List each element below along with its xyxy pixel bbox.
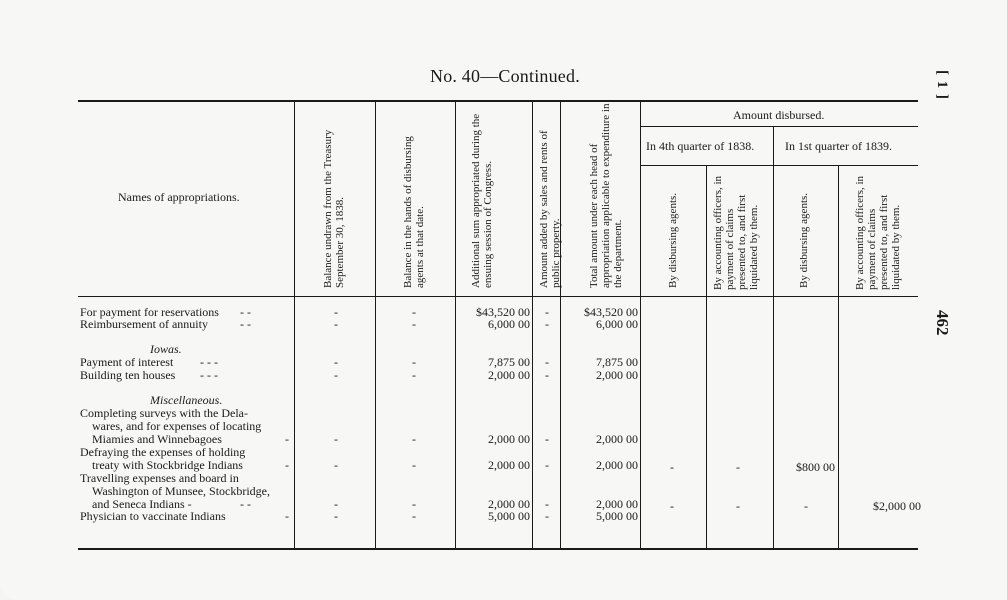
cell-c5: 2,000 00 [596, 432, 638, 446]
cell-c5: 2,000 00 [596, 458, 638, 472]
names-header: Names of appropriations. [118, 190, 240, 204]
cell-c2: - [412, 432, 416, 446]
cell-c1: - [334, 305, 338, 319]
cell-c5: 2,000 00 [596, 368, 638, 382]
cell-c3: 6,000 00 [488, 317, 530, 331]
cell-c5: 5,000 00 [596, 509, 638, 523]
cell-c2: - [412, 317, 416, 331]
section-heading: Iowas. [150, 342, 182, 356]
cell-c3: 5,000 00 [488, 509, 530, 523]
col-divider [375, 102, 376, 548]
cell-c2: - [412, 305, 416, 319]
col-divider [455, 102, 456, 548]
sub1-header: By disbursing agents. [667, 192, 679, 288]
cell-c1: - [334, 497, 338, 511]
page-number: 462 [933, 310, 952, 336]
cell-c3: 2,000 00 [488, 497, 530, 511]
cell-c2: - [412, 497, 416, 511]
col4-header: Amount added by sales and rents of public property. [538, 130, 562, 288]
cell-c1: - [334, 368, 338, 382]
row-dots: - - [240, 317, 251, 331]
cell-c3: 2,000 00 [488, 432, 530, 446]
col-divider [773, 126, 774, 548]
sub2-header: By accounting officers, in payment of claims presented to, and first liquidated by them. [712, 175, 760, 290]
sub3-header: By disbursing agents. [798, 192, 810, 288]
cell-c2: - [412, 368, 416, 382]
cell-c3: $43,520 00 [476, 305, 530, 319]
row-dots: - [285, 432, 289, 446]
cell-c4: - [545, 458, 549, 472]
cell-c4: - [545, 317, 549, 331]
row-name: Completing surveys with the Dela- [80, 406, 248, 420]
row-dots: - - - [200, 368, 218, 382]
cell-c2: - [412, 355, 416, 369]
row-name-cont: wares, and for expenses of locating [92, 419, 262, 433]
row-name-cont: Washington of Munsee, Stockbridge, [92, 484, 271, 498]
cell-c1: - [334, 317, 338, 331]
row-name-cont: and Seneca Indians - [92, 497, 192, 511]
cell-c5: 7,875 00 [596, 355, 638, 369]
cell-d3: $800 00 [796, 460, 835, 474]
row-name-cont: Miamies and Winnebagoes [92, 432, 222, 446]
row-name: Physician to vaccinate Indians [80, 509, 226, 523]
col5-header: Total amount under each head of appropriation applicable to expenditure in the department. [588, 103, 624, 288]
cell-c5: 2,000 00 [596, 497, 638, 511]
cell-c1: - [334, 458, 338, 472]
cell-c1: - [334, 355, 338, 369]
col-divider [838, 166, 839, 548]
cell-c2: - [412, 458, 416, 472]
quarter-rule [640, 165, 918, 166]
row-name: Payment of interest [80, 355, 174, 369]
disbursed-rule [640, 126, 918, 127]
section-heading: Miscellaneous. [150, 393, 223, 407]
row-dots: - - - [200, 355, 218, 369]
cell-c2: - [412, 509, 416, 523]
row-name: Reimbursement of annuity [80, 317, 208, 331]
row-dots: - - [240, 305, 251, 319]
row-name: For payment for reservations [80, 305, 219, 319]
col-divider [532, 102, 533, 548]
row-name: Travelling expenses and board in [80, 471, 239, 485]
cell-d2: - [736, 499, 740, 513]
cell-d4: $2,000 00 [873, 499, 921, 513]
top-rule [78, 100, 918, 102]
row-name: Defraying the expenses of holding [80, 445, 246, 459]
cell-c4: - [545, 368, 549, 382]
amount-disbursed-header: Amount disbursed. [733, 108, 825, 122]
row-name: Building ten houses [80, 368, 176, 382]
cell-c4: - [545, 355, 549, 369]
cell-c3: 2,000 00 [488, 368, 530, 382]
cell-c4: - [545, 497, 549, 511]
cell-d1: - [670, 499, 674, 513]
cell-d3: - [804, 499, 808, 513]
cell-c4: - [545, 432, 549, 446]
row-name-cont: treaty with Stockbridge Indians [92, 458, 243, 472]
cell-d2: - [736, 460, 740, 474]
col-divider [294, 102, 295, 548]
side-label: [ 1 ] [934, 70, 950, 100]
cell-c4: - [545, 509, 549, 523]
cell-c4: - [545, 305, 549, 319]
cell-d1: - [670, 460, 674, 474]
col-divider [640, 102, 641, 548]
row-dots: - [285, 509, 289, 523]
q4-header: In 4th quarter of 1838. [646, 139, 755, 153]
sub4-header: By accounting officers, in payment of claims presented to, and first liquidated by them. [854, 175, 902, 290]
cell-c1: - [334, 509, 338, 523]
cell-c5: $43,520 00 [584, 305, 638, 319]
cell-c3: 2,000 00 [488, 458, 530, 472]
col-divider [706, 166, 707, 548]
cell-c1: - [334, 432, 338, 446]
col3-header: Additional sum appropriated during the ensuing session of Congress. [470, 113, 494, 288]
cell-c3: 7,875 00 [488, 355, 530, 369]
row-dots: - - [240, 497, 251, 511]
page-title: No. 40—Continued. [430, 66, 580, 86]
row-dots: - [285, 458, 289, 472]
bottom-rule [78, 548, 918, 550]
col1-header: Balance undrawn from the Treasury September 30, 1838. [322, 129, 346, 288]
q1-header: In 1st quarter of 1839. [785, 139, 892, 153]
col2-header: Balance in the hands of disbursing agents at that date. [402, 136, 426, 288]
cell-c5: 6,000 00 [596, 317, 638, 331]
header-bottom-rule [78, 296, 918, 297]
